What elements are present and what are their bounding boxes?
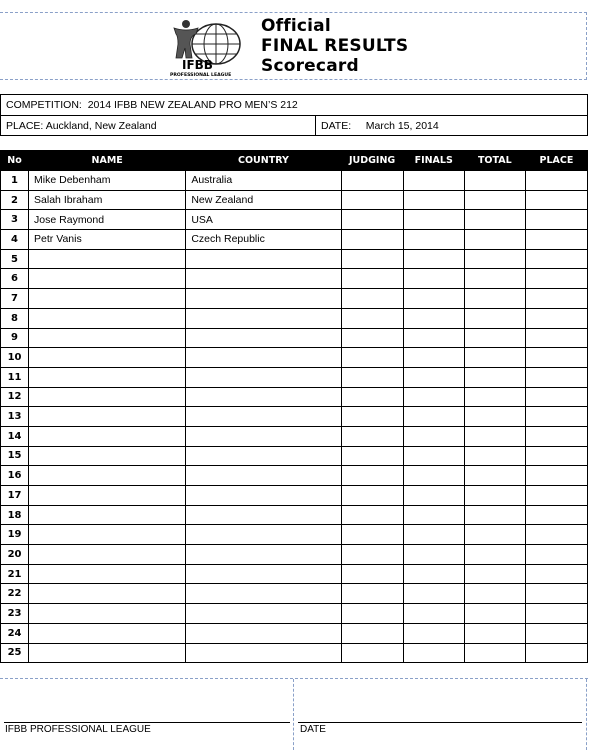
title-line-final-results: FINAL RESULTS xyxy=(261,36,409,56)
row-number: 17 xyxy=(1,486,29,506)
competition-info-table xyxy=(0,94,588,136)
row-place xyxy=(525,367,587,387)
header-judging: JUDGING xyxy=(341,151,403,171)
row-total xyxy=(464,387,525,407)
row-total xyxy=(464,466,525,486)
row-finals xyxy=(403,623,464,643)
row-judging xyxy=(341,564,403,584)
ifbb-logo xyxy=(166,18,244,78)
row-total xyxy=(464,230,525,250)
row-place xyxy=(525,210,587,230)
competition-label: COMPETITION: xyxy=(6,99,82,111)
row-country xyxy=(186,328,341,348)
table-row xyxy=(1,348,588,368)
row-finals xyxy=(403,249,464,269)
row-place xyxy=(525,230,587,250)
row-judging xyxy=(341,308,403,328)
row-place xyxy=(525,426,587,446)
table-row xyxy=(1,367,588,387)
row-finals xyxy=(403,564,464,584)
row-judging xyxy=(341,190,403,210)
row-place xyxy=(525,190,587,210)
row-total xyxy=(464,604,525,624)
row-number: 4 xyxy=(1,230,29,250)
place-cell xyxy=(1,116,316,136)
table-row xyxy=(1,407,588,427)
row-place xyxy=(525,505,587,525)
row-finals xyxy=(403,269,464,289)
row-number: 19 xyxy=(1,525,29,545)
row-number: 12 xyxy=(1,387,29,407)
row-judging xyxy=(341,486,403,506)
results-table xyxy=(0,150,588,663)
row-finals xyxy=(403,308,464,328)
place-label: PLACE: xyxy=(6,119,44,132)
row-country xyxy=(186,407,341,427)
row-country xyxy=(186,604,341,624)
row-total xyxy=(464,584,525,604)
row-judging xyxy=(341,289,403,309)
row-country xyxy=(186,486,341,506)
table-row xyxy=(1,289,588,309)
row-place xyxy=(525,564,587,584)
row-number: 11 xyxy=(1,367,29,387)
row-judging xyxy=(341,407,403,427)
row-place xyxy=(525,308,587,328)
row-name: Mike Debenham xyxy=(29,171,186,191)
row-country xyxy=(186,584,341,604)
row-country: Australia xyxy=(186,171,341,191)
row-total xyxy=(464,249,525,269)
row-number: 25 xyxy=(1,643,29,663)
row-place xyxy=(525,249,587,269)
table-row xyxy=(1,545,588,565)
row-total xyxy=(464,545,525,565)
row-number: 20 xyxy=(1,545,29,565)
row-total xyxy=(464,308,525,328)
row-name: Salah Ibraham xyxy=(29,190,186,210)
row-judging xyxy=(341,387,403,407)
row-judging xyxy=(341,505,403,525)
row-name xyxy=(29,348,186,368)
row-total xyxy=(464,289,525,309)
row-name xyxy=(29,545,186,565)
header-finals: FINALS xyxy=(403,151,464,171)
footer-right-border xyxy=(586,679,587,750)
row-number: 16 xyxy=(1,466,29,486)
date-label: DATE: xyxy=(321,119,352,132)
row-finals xyxy=(403,190,464,210)
table-row xyxy=(1,466,588,486)
row-number: 13 xyxy=(1,407,29,427)
row-finals xyxy=(403,545,464,565)
row-total xyxy=(464,367,525,387)
row-name xyxy=(29,289,186,309)
row-total xyxy=(464,190,525,210)
row-total xyxy=(464,426,525,446)
row-name xyxy=(29,604,186,624)
header-place: PLACE xyxy=(525,151,587,171)
table-row xyxy=(1,387,588,407)
row-name xyxy=(29,643,186,663)
table-row xyxy=(1,308,588,328)
row-country xyxy=(186,446,341,466)
table-row xyxy=(1,584,588,604)
row-total xyxy=(464,486,525,506)
row-number: 21 xyxy=(1,564,29,584)
table-row xyxy=(1,269,588,289)
row-country: Czech Republic xyxy=(186,230,341,250)
competition-value: 2014 IFBB NEW ZEALAND PRO MEN’S 212 xyxy=(87,99,298,111)
header-total: TOTAL xyxy=(464,151,525,171)
row-number: 23 xyxy=(1,604,29,624)
row-number: 2 xyxy=(1,190,29,210)
row-country xyxy=(186,545,341,565)
row-judging xyxy=(341,171,403,191)
row-place xyxy=(525,446,587,466)
row-judging xyxy=(341,269,403,289)
place-value: Auckland, New Zealand xyxy=(45,119,157,132)
row-country xyxy=(186,269,341,289)
row-place xyxy=(525,623,587,643)
row-finals xyxy=(403,525,464,545)
results-header-row xyxy=(1,151,588,171)
row-number: 22 xyxy=(1,584,29,604)
row-country xyxy=(186,525,341,545)
row-finals xyxy=(403,289,464,309)
row-place xyxy=(525,269,587,289)
row-place xyxy=(525,348,587,368)
row-finals xyxy=(403,348,464,368)
table-row xyxy=(1,230,588,250)
row-finals xyxy=(403,171,464,191)
row-number: 15 xyxy=(1,446,29,466)
row-name xyxy=(29,584,186,604)
table-row xyxy=(1,446,588,466)
row-finals xyxy=(403,367,464,387)
row-finals xyxy=(403,426,464,446)
row-name xyxy=(29,426,186,446)
header-name: NAME xyxy=(29,151,186,171)
row-judging xyxy=(341,249,403,269)
row-name: Petr Vanis xyxy=(29,230,186,250)
row-country xyxy=(186,466,341,486)
row-place xyxy=(525,171,587,191)
row-number: 7 xyxy=(1,289,29,309)
row-name xyxy=(29,367,186,387)
row-finals xyxy=(403,210,464,230)
row-number: 6 xyxy=(1,269,29,289)
row-number: 24 xyxy=(1,623,29,643)
logo-subtext: PROFESSIONAL LEAGUE xyxy=(170,73,232,78)
row-name xyxy=(29,466,186,486)
row-number: 8 xyxy=(1,308,29,328)
row-judging xyxy=(341,426,403,446)
table-row xyxy=(1,525,588,545)
row-country xyxy=(186,367,341,387)
row-place xyxy=(525,604,587,624)
league-signature-label: IFBB PROFESSIONAL LEAGUE xyxy=(5,724,151,735)
logo-text: IFBB xyxy=(182,58,213,72)
row-total xyxy=(464,623,525,643)
date-signature-label: DATE xyxy=(300,724,326,735)
row-country xyxy=(186,249,341,269)
row-place xyxy=(525,545,587,565)
table-row xyxy=(1,249,588,269)
row-name xyxy=(29,407,186,427)
row-total xyxy=(464,328,525,348)
competition-cell xyxy=(1,95,588,116)
row-finals xyxy=(403,505,464,525)
row-name xyxy=(29,525,186,545)
row-judging xyxy=(341,328,403,348)
row-name xyxy=(29,328,186,348)
row-country: New Zealand xyxy=(186,190,341,210)
row-total xyxy=(464,505,525,525)
row-place xyxy=(525,328,587,348)
header-no: No xyxy=(1,151,29,171)
row-country xyxy=(186,387,341,407)
row-total xyxy=(464,407,525,427)
header-country: COUNTRY xyxy=(186,151,341,171)
row-country xyxy=(186,623,341,643)
row-name: Jose Raymond xyxy=(29,210,186,230)
row-place xyxy=(525,643,587,663)
row-judging xyxy=(341,604,403,624)
row-judging xyxy=(341,230,403,250)
row-judging xyxy=(341,210,403,230)
row-number: 3 xyxy=(1,210,29,230)
row-total xyxy=(464,525,525,545)
row-judging xyxy=(341,446,403,466)
row-finals xyxy=(403,407,464,427)
row-country xyxy=(186,643,341,663)
table-row xyxy=(1,328,588,348)
row-judging xyxy=(341,367,403,387)
date-value: March 15, 2014 xyxy=(365,119,439,132)
table-row xyxy=(1,210,588,230)
row-place xyxy=(525,525,587,545)
row-name xyxy=(29,446,186,466)
title-line-official: Official xyxy=(261,16,331,36)
row-finals xyxy=(403,486,464,506)
row-name xyxy=(29,564,186,584)
row-name xyxy=(29,308,186,328)
row-judging xyxy=(341,348,403,368)
row-number: 9 xyxy=(1,328,29,348)
table-row xyxy=(1,426,588,446)
row-place xyxy=(525,584,587,604)
row-country xyxy=(186,308,341,328)
row-place xyxy=(525,289,587,309)
row-finals xyxy=(403,643,464,663)
row-finals xyxy=(403,387,464,407)
row-country xyxy=(186,426,341,446)
row-number: 18 xyxy=(1,505,29,525)
row-name xyxy=(29,623,186,643)
row-finals xyxy=(403,446,464,466)
row-total xyxy=(464,446,525,466)
table-row xyxy=(1,486,588,506)
row-judging xyxy=(341,623,403,643)
row-judging xyxy=(341,466,403,486)
row-total xyxy=(464,643,525,663)
row-name xyxy=(29,269,186,289)
title-line-scorecard: Scorecard xyxy=(261,56,359,76)
row-number: 1 xyxy=(1,171,29,191)
table-row xyxy=(1,190,588,210)
row-total xyxy=(464,269,525,289)
row-country: USA xyxy=(186,210,341,230)
row-name xyxy=(29,486,186,506)
row-number: 14 xyxy=(1,426,29,446)
row-judging xyxy=(341,545,403,565)
row-name xyxy=(29,387,186,407)
row-total xyxy=(464,564,525,584)
footer-divider xyxy=(293,679,294,750)
row-country xyxy=(186,505,341,525)
row-number: 5 xyxy=(1,249,29,269)
row-number: 10 xyxy=(1,348,29,368)
footer-border xyxy=(0,678,588,679)
row-country xyxy=(186,564,341,584)
row-name xyxy=(29,249,186,269)
row-finals xyxy=(403,584,464,604)
row-finals xyxy=(403,328,464,348)
title-block xyxy=(261,16,408,76)
row-place xyxy=(525,387,587,407)
table-row xyxy=(1,505,588,525)
row-name xyxy=(29,505,186,525)
row-finals xyxy=(403,466,464,486)
row-total xyxy=(464,171,525,191)
row-country xyxy=(186,348,341,368)
row-judging xyxy=(341,525,403,545)
date-signature-line xyxy=(298,722,582,723)
row-place xyxy=(525,466,587,486)
row-total xyxy=(464,210,525,230)
date-cell xyxy=(316,116,588,136)
row-finals xyxy=(403,604,464,624)
table-row xyxy=(1,623,588,643)
row-place xyxy=(525,486,587,506)
row-total xyxy=(464,348,525,368)
table-row xyxy=(1,643,588,663)
league-signature-line xyxy=(4,722,290,723)
table-row xyxy=(1,171,588,191)
row-judging xyxy=(341,643,403,663)
row-country xyxy=(186,289,341,309)
table-row xyxy=(1,604,588,624)
row-finals xyxy=(403,230,464,250)
table-row xyxy=(1,564,588,584)
row-judging xyxy=(341,584,403,604)
row-place xyxy=(525,407,587,427)
